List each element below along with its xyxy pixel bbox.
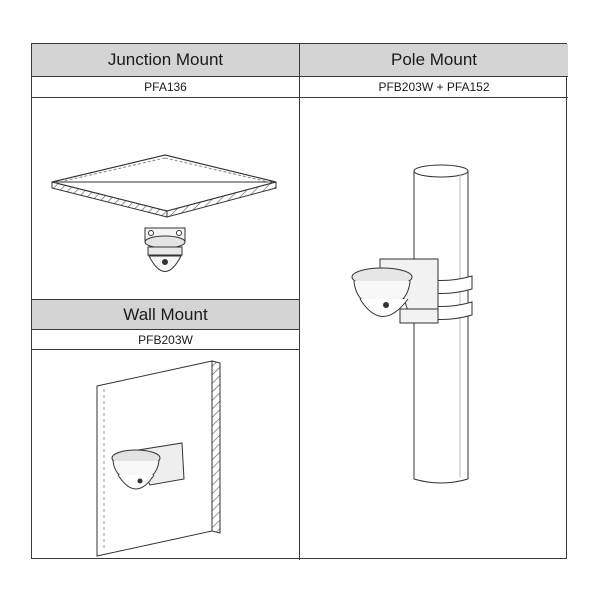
mount-options-table bbox=[31, 43, 567, 559]
junction-mount-model-text: PFA136 bbox=[144, 80, 187, 94]
pole-mount-header bbox=[300, 44, 568, 77]
wall-mount-model-text: PFB203W bbox=[138, 332, 193, 347]
junction-mount-header bbox=[32, 44, 299, 77]
pole-mount-illustration bbox=[300, 99, 568, 560]
pole-mount-title: Pole Mount bbox=[391, 50, 477, 69]
wall-mount-illustration bbox=[32, 351, 299, 560]
pole-mount-model-text: PFB203W + PFA152 bbox=[378, 80, 490, 94]
wall-mount-title: Wall Mount bbox=[123, 304, 208, 324]
junction-mount-model bbox=[32, 77, 299, 98]
junction-mount-title: Junction Mount bbox=[107, 50, 224, 69]
pole-mount-model bbox=[300, 77, 568, 98]
wall-mount-model bbox=[32, 330, 299, 350]
junction-box-ceiling-illustration bbox=[32, 99, 299, 299]
wall-mount-header bbox=[32, 300, 299, 330]
